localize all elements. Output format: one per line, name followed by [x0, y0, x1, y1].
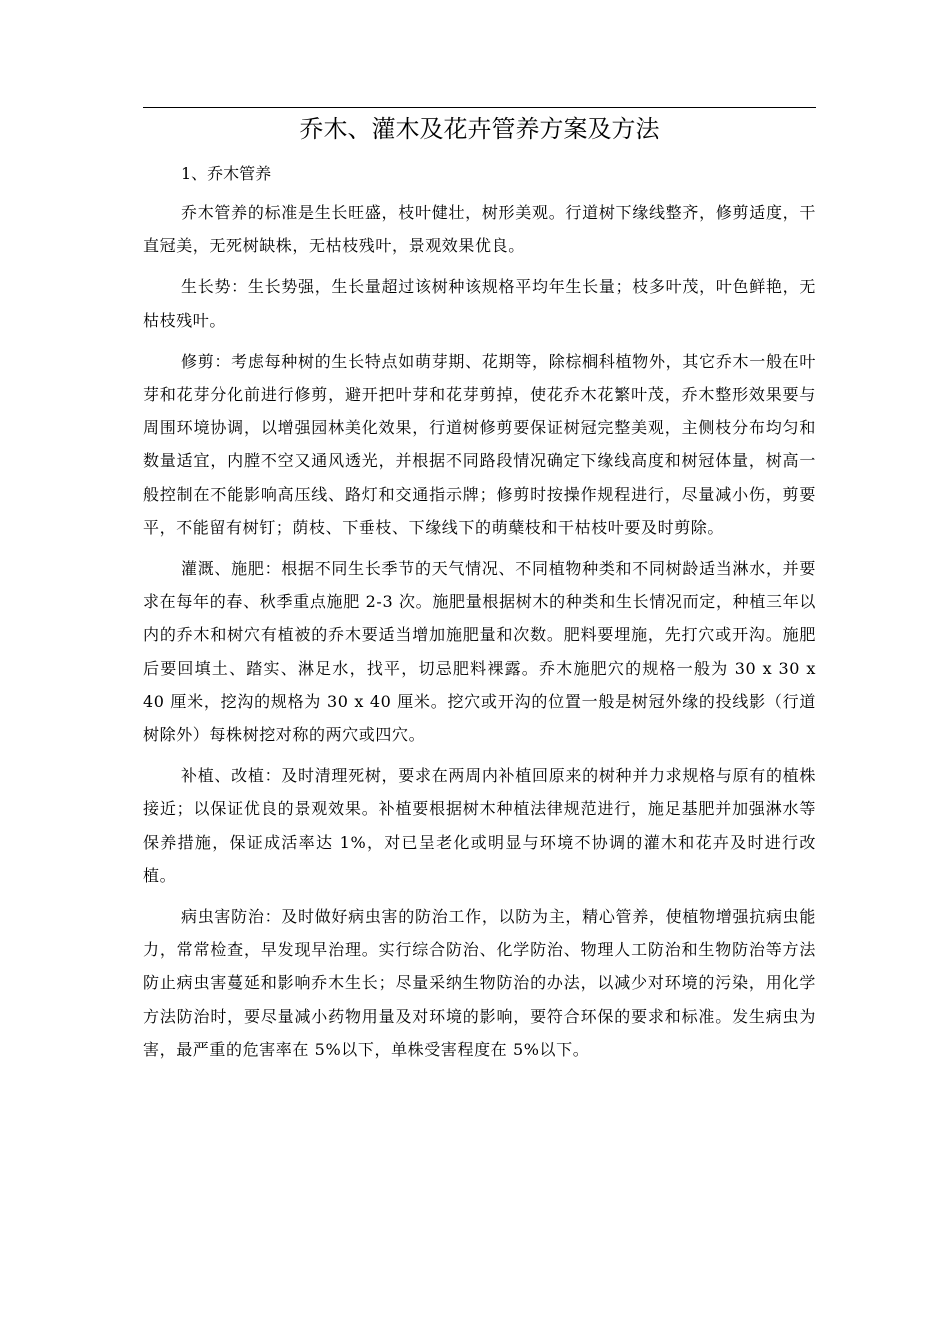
section-heading: 1、乔木管养 [181, 164, 272, 183]
paragraph-replanting: 补植、改植：及时清理死树，要求在两周内补植回原来的树种并力求规格与原有的植株接近；以保证优良的景观效果。补植要根据树木种植法律规范进行，施足基肥并加强淋水等保养措施，保证成活率达 1%，对已呈老化或明显与环境不协调的灌木和花卉及时进行改植。 [143, 766, 816, 885]
document-title: 乔木、灌木及花卉管养方案及方法 [299, 115, 660, 143]
header-rule [143, 107, 816, 108]
paragraph-growth: 生长势：生长势强，生长量超过该树种该规格平均年生长量；枝多叶茂，叶色鲜艳，无枯枝残叶。 [143, 277, 816, 330]
document-body [143, 158, 816, 1074]
paragraph-pest-control: 病虫害防治：及时做好病虫害的防治工作，以防为主，精心管养，使植物增强抗病虫能力，常常检查，早发现早治理。实行综合防治、化学防治、物理人工防治和生物防治等方法防止病虫害蔓延和影响乔木生长；尽量采纳生物防治的办法，以减少对环境的污染，用化学方法防治时，要尽量减小药物用量及对环境的影响，要符合环保的要求和标准。发生病虫为害，最严重的危害率在 5%以下，单株受害程度在 5%以下。 [143, 907, 816, 1059]
paragraph-standard: 乔木管养的标准是生长旺盛，枝叶健壮，树形美观。行道树下缘线整齐，修剪适度，干直冠美，无死树缺株，无枯枝残叶，景观效果优良。 [143, 203, 816, 256]
paragraph-pruning: 修剪：考虑每种树的生长特点如萌芽期、花期等，除棕榈科植物外，其它乔木一般在叶芽和花芽分化前进行修剪，避开把叶芽和花芽剪掉，使花乔木花繁叶茂，乔木整形效果要与周围环境协调，以增强园林美化效果，行道树修剪要保证树冠完整美观，主侧枝分布均匀和数量适宜，内膛不空又通风透光，并根据不同路段情况确定下缘线高度和树冠体量，树高一般控制在不能影响高压线、路灯和交通指示牌；修剪时按操作规程进行，尽量减小伤，剪要平，不能留有树钉；荫枝、下垂枝、下缘线下的萌蘖枝和干枯枝叶要及时剪除。 [143, 351, 816, 537]
paragraph-irrigation-fertilizing: 灌溉、施肥：根据不同生长季节的天气情况、不同植物种类和不同树龄适当淋水，并要求在每年的春、秋季重点施肥 2-3 次。施肥量根据树木的种类和生长情况而定，种植三年以内的乔木和树穴有植被的乔木要适当增加施肥量和次数。肥料要埋施，先打穴或开沟。施肥后要回填土、踏实、淋足水，找平，切忌肥料裸露。乔木施肥穴的规格一般为 30 x 30 x 40 厘米，挖沟的规格为 30 x 40 厘米。挖穴或开沟的位置一般是树冠外缘的投线影（行道树除外）每株树挖对称的两穴或四穴。 [143, 559, 816, 745]
